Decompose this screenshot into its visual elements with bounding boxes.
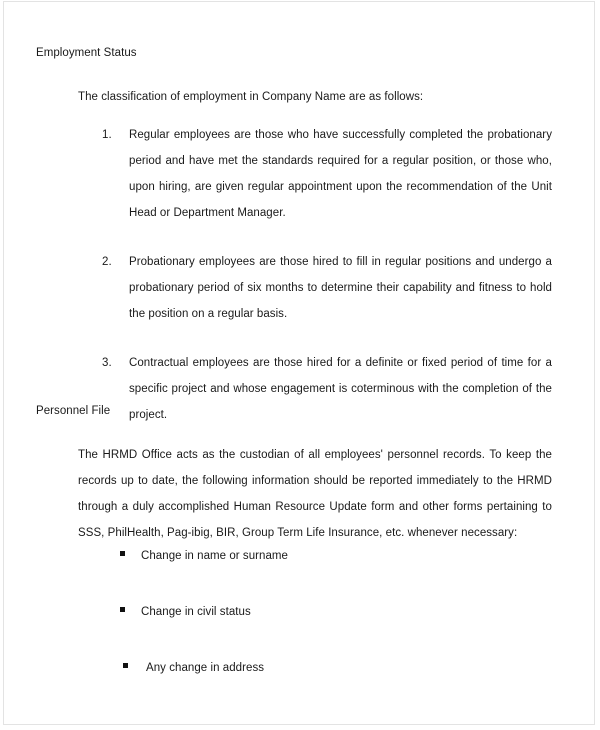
- section-heading-employment-status: Employment Status: [36, 47, 137, 59]
- intro-paragraph-employment-status: The classification of employment in Company Name are as follows:: [78, 91, 424, 103]
- square-bullet-icon: [120, 607, 125, 612]
- list-marker: 2.: [102, 256, 112, 268]
- list-marker: 3.: [102, 357, 112, 369]
- list-item: [102, 350, 552, 428]
- section-heading-personnel-file: Personnel File: [36, 405, 111, 417]
- list-item: [123, 659, 540, 715]
- list-item-text: Regular employees are those who have successfully completed the probationary period and have met the standards required for a regular position, or those who, upon hiring, are given regular appointment upon the recommendation of the Unit Head or Department Manager.: [129, 129, 552, 219]
- list-item: [102, 249, 552, 327]
- list-item-text: Change in name or surname: [141, 550, 288, 562]
- list-item-text: Contractual employees are those hired for a definite or fixed period of time for a specific project and whose engagement is coterminous with the completion of the project.: [129, 357, 552, 421]
- list-marker: 1.: [102, 129, 112, 141]
- list-item: [120, 547, 540, 603]
- list-item: [120, 603, 540, 659]
- document-page: [3, 1, 595, 725]
- list-item-text: Any change in address: [146, 662, 265, 674]
- list-item-text: Change in civil status: [141, 606, 251, 618]
- document-body: [4, 2, 594, 724]
- personnel-update-list: [120, 547, 540, 715]
- square-bullet-icon: [120, 551, 125, 556]
- list-item-text: Probationary employees are those hired to fill in regular positions and undergo a probationary period of six months to determine their capability and fitness to hold the position on a regular basis.: [129, 256, 552, 320]
- square-bullet-icon: [123, 663, 128, 668]
- employment-classification-list: [102, 122, 552, 428]
- list-item: [102, 122, 552, 226]
- intro-paragraph-personnel-file: The HRMD Office acts as the custodian of all employees' personnel records. To keep the records up to date, the following information should be reported immediately to the HRMD through a duly accomplished Human Resource Update form and other forms pertaining to SSS, PhilHealth, Pag-ibig, BIR, Group Term Life Insurance, etc. whenever necessary:: [78, 449, 552, 539]
